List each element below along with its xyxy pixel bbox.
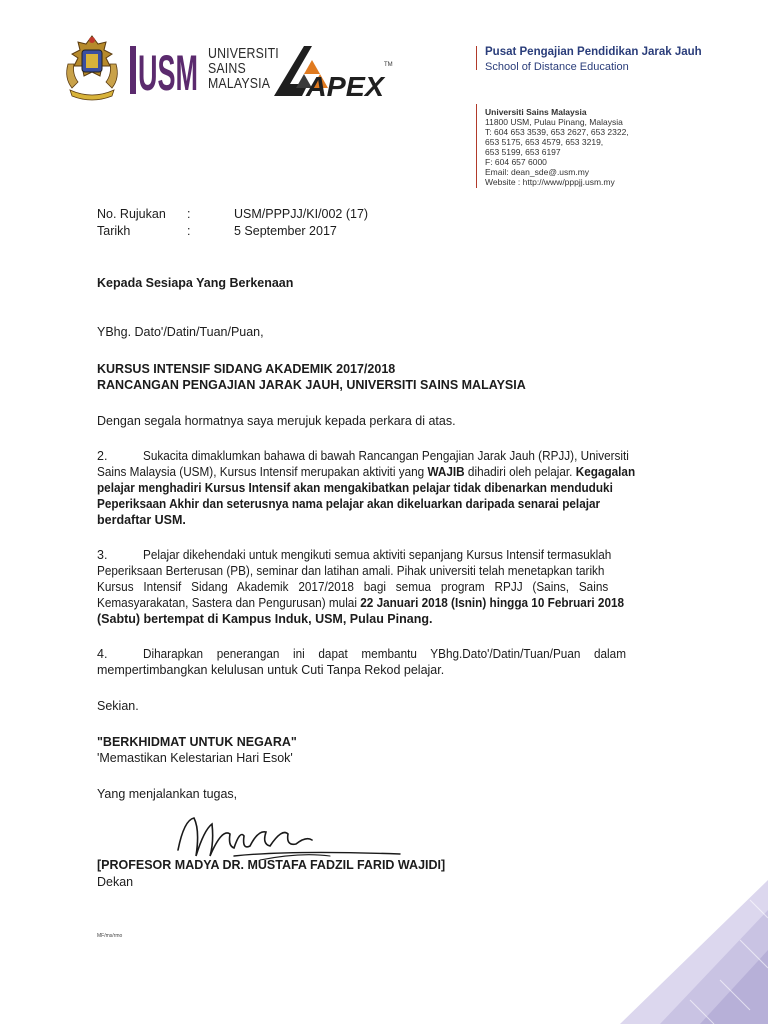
paragraph-2-number: 2. [97, 449, 108, 463]
paragraph-2-line: Sukacita dimaklumkan bahawa di bawah Rancangan Pengajian Jarak Jauh (RPJJ), Universiti [143, 449, 629, 463]
subject-line-1: KURSUS INTENSIF SIDANG AKADEMIK 2017/2018 [97, 362, 396, 376]
paragraph-3-line: Peperiksaan Berterusan (PB), seminar dan latihan amali. Pihak universiti telah menetapkan tarikh [97, 564, 605, 578]
paragraph-4-line: mempertimbangkan kelulusan untuk Cuti Tanpa Rekod pelajar. [97, 663, 445, 677]
apex-logo-text: APEX [304, 71, 387, 100]
paragraph-3-line: Kemasyarakatan, Sastera dan Pengurusan) mulai 22 Januari 2018 (Isnin) hingga 10 Februari 2018 [97, 596, 625, 610]
address-divider [476, 104, 477, 188]
apex-trademark: TM [384, 62, 393, 68]
date-colon: : [187, 224, 191, 238]
subject-line-2: RANCANGAN PENGAJIAN JARAK JAUH, UNIVERSITI SAINS MALAYSIA [97, 378, 526, 392]
paragraph-2-warning-line: pelajar menghadiri Kursus Intensif akan mengakibatkan pelajar tidak dibenarkan menduduki [97, 481, 613, 495]
university-name-line1: UNIVERSITI [208, 46, 279, 62]
salutation: YBhg. Dato'/Datin/Tuan/Puan, [97, 325, 264, 339]
school-name-malay: Pusat Pengajian Pendidikan Jarak Jauh [485, 46, 702, 58]
reference-colon: : [187, 207, 191, 221]
address-line: 653 5199, 653 6197 [485, 147, 561, 157]
address-university-name: Universiti Sains Malaysia [485, 107, 587, 117]
university-crest-icon [62, 34, 122, 102]
header-divider [476, 46, 477, 70]
reference-initials: MF/ms/rmo [97, 933, 123, 939]
paragraph-2-line: Sains Malaysia (USM), Kursus Intensif merupakan aktiviti yang WAJIB dihadiri oleh pelajar. Kegagalan [97, 465, 636, 479]
paragraph-2-warning-line: Peperiksaan Akhir dan seterusnya nama pelajar akan dikeluarkan daripada senarai pelajar [97, 497, 601, 511]
address-line: 653 5175, 653 4579, 653 3219, [485, 137, 604, 147]
corner-decoration [600, 880, 768, 1024]
address-line: T: 604 653 3539, 653 2627, 653 2322, [485, 127, 629, 137]
mandatory-emphasis: WAJIB [427, 465, 465, 479]
motto: "BERKHIDMAT UNTUK NEGARA" [97, 735, 297, 749]
address-website: Website : http://www/pppjj.usm.my [485, 177, 615, 187]
address-line: F: 604 657 6000 [485, 157, 547, 167]
paragraph-3-number: 3. [97, 548, 108, 562]
closing: Sekian. [97, 699, 139, 713]
signatory-name: [PROFESOR MADYA DR. MUSTAFA FADZIL FARID WAJIDI] [97, 858, 446, 872]
school-name-english: School of Distance Education [485, 61, 629, 73]
university-name-line3: MALAYSIA [208, 76, 271, 92]
intro-paragraph: Dengan segala hormatnya saya merujuk kepada perkara di atas. [97, 414, 456, 428]
letter-date: 5 September 2017 [234, 224, 337, 238]
recipient: Kepada Sesiapa Yang Berkenaan [97, 276, 294, 290]
signature-intro: Yang menjalankan tugas, [97, 787, 238, 801]
paragraph-3-line: Pelajar dikehendaki untuk mengikuti semua aktiviti sepanjang Kursus Intensif termasuklah [143, 548, 612, 562]
paragraph-2-warning-line: berdaftar USM. [97, 513, 186, 527]
paragraph-3-line: Kursus Intensif Sidang Akademik 2017/2018 bagi semua program RPJJ (Sains, Sains [97, 580, 609, 594]
apex-logo [268, 44, 396, 100]
address-email: Email: dean_sde@.usm.my [485, 167, 590, 177]
paragraph-4-line: Diharapkan penerangan ini dapat membantu YBhg.Dato'/Datin/Tuan/Puan dalam [143, 647, 626, 661]
usm-logo-text: USM [138, 45, 198, 96]
course-dates: 22 Januari 2018 (Isnin) hingga 10 Februari 2018 [360, 596, 625, 610]
usm-logo [130, 44, 200, 96]
date-label: Tarikh [97, 224, 131, 238]
university-name-line2: SAINS [208, 61, 246, 77]
reference-number: USM/PPPJJ/KI/002 (17) [234, 207, 369, 221]
course-venue: (Sabtu) bertempat di Kampus Induk, USM, Pulau Pinang. [97, 612, 433, 626]
motto-subtitle: 'Memastikan Kelestarian Hari Esok' [97, 751, 293, 765]
address-line: 11800 USM, Pulau Pinang, Malaysia [485, 117, 623, 127]
paragraph-4-number: 4. [97, 647, 108, 661]
reference-label: No. Rujukan [97, 207, 166, 221]
signatory-position: Dekan [97, 875, 134, 889]
